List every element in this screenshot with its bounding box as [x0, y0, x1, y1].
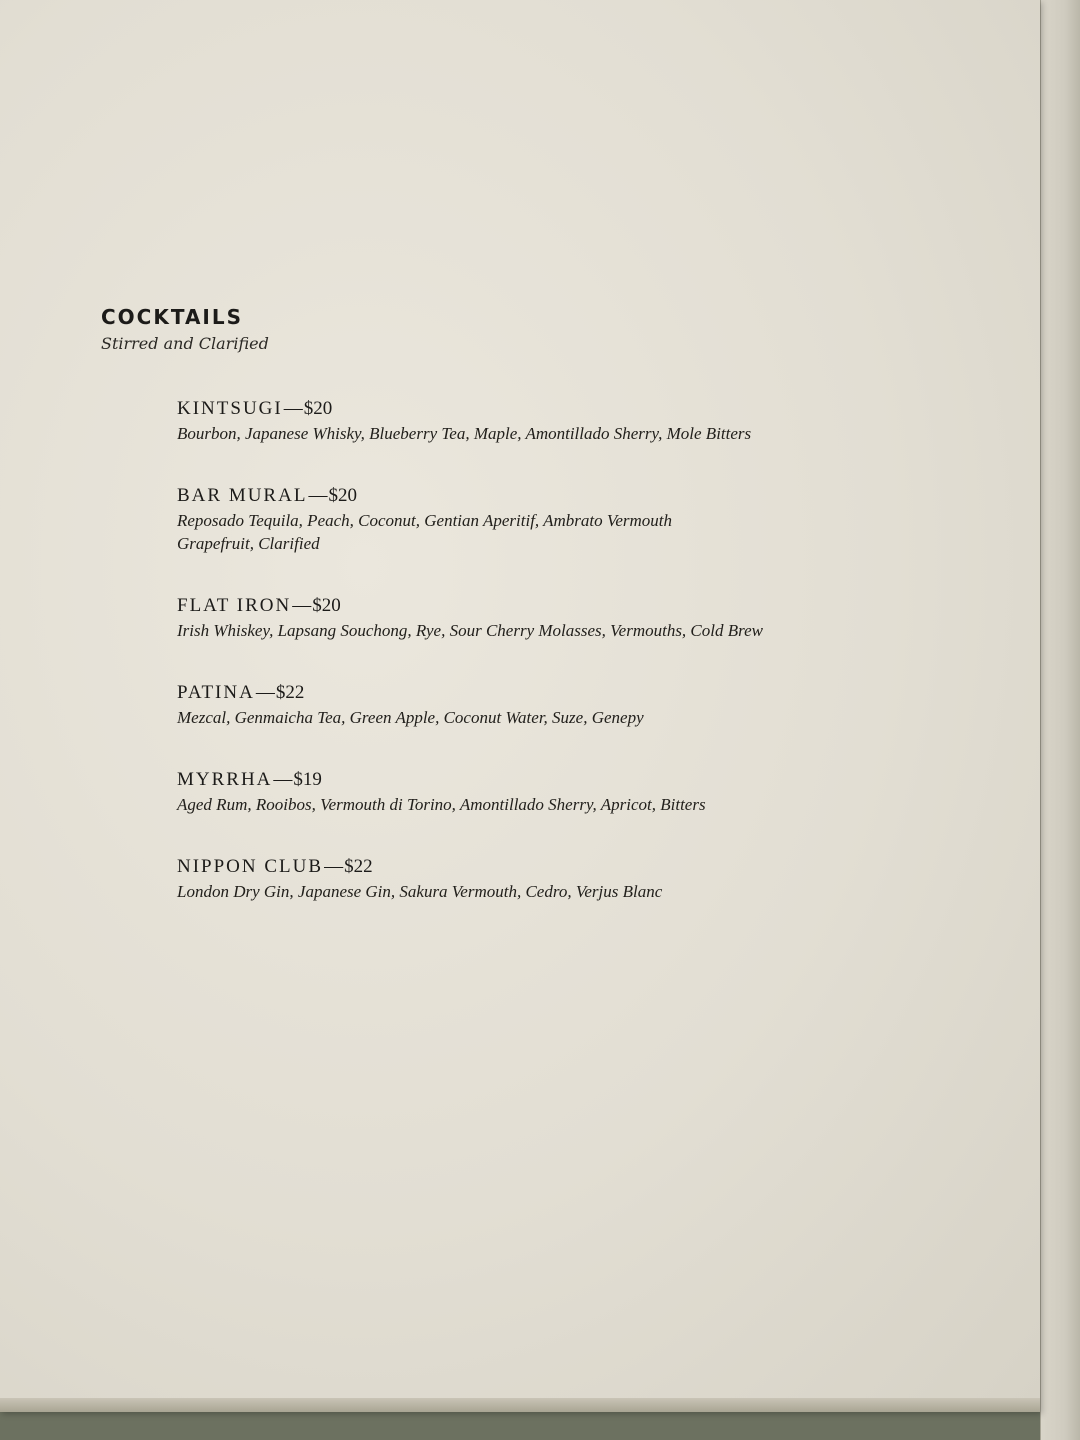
menu-item [177, 680, 861, 729]
cocktail-list [101, 396, 861, 903]
section-title: COCKTAILS [101, 305, 244, 329]
item-description: Aged Rum, Rooibos, Vermouth di Torino, Amontillado Sherry, Apricot, Bitters [177, 795, 706, 814]
item-description: London Dry Gin, Japanese Gin, Sakura Vermouth, Cedro, Verjus Blanc [177, 882, 663, 901]
item-separator: — [308, 485, 328, 506]
item-header [177, 767, 861, 793]
item-name: PATINA [177, 682, 255, 703]
item-name: NIPPON CLUB [177, 856, 324, 877]
cocktail-menu [101, 300, 861, 941]
page-bottom-edge [0, 1398, 1040, 1412]
item-name: BAR MURAL [177, 485, 308, 506]
item-price: $20 [312, 595, 341, 616]
menu-item [177, 593, 861, 642]
item-separator: — [273, 769, 293, 790]
back-page-edge [1040, 0, 1080, 1440]
item-price: $22 [344, 856, 373, 877]
item-separator: — [255, 682, 275, 703]
item-price: $20 [328, 485, 357, 506]
item-separator: — [324, 856, 344, 877]
item-separator: — [292, 595, 312, 616]
menu-item [177, 854, 861, 903]
item-name: KINTSUGI [177, 398, 283, 419]
item-price: $19 [293, 769, 322, 790]
menu-item [177, 483, 861, 555]
item-name: MYRRHA [177, 769, 273, 790]
item-description-continued: Grapefruit, Clarified [177, 534, 320, 553]
item-header [177, 854, 861, 880]
item-header [177, 680, 861, 706]
section-subtitle: Stirred and Clarified [101, 334, 269, 353]
item-price: $20 [303, 398, 333, 419]
item-separator: — [283, 398, 303, 419]
item-header [177, 396, 861, 422]
item-description: Mezcal, Genmaicha Tea, Green Apple, Coconut Water, Suze, Genepy [177, 708, 644, 727]
item-price: $22 [275, 682, 305, 703]
item-description: Bourbon, Japanese Whisky, Blueberry Tea, Maple, Amontillado Sherry, Mole Bitters [177, 424, 752, 443]
item-header [177, 593, 861, 619]
item-name: FLAT IRON [177, 595, 292, 616]
item-description: Irish Whiskey, Lapsang Souchong, Rye, Sour Cherry Molasses, Vermouths, Cold Brew [177, 621, 763, 640]
item-description: Reposado Tequila, Peach, Coconut, Gentian Aperitif, Ambrato Vermouth [177, 511, 673, 530]
item-header [177, 483, 861, 509]
menu-item [177, 767, 861, 816]
menu-item [177, 396, 861, 445]
